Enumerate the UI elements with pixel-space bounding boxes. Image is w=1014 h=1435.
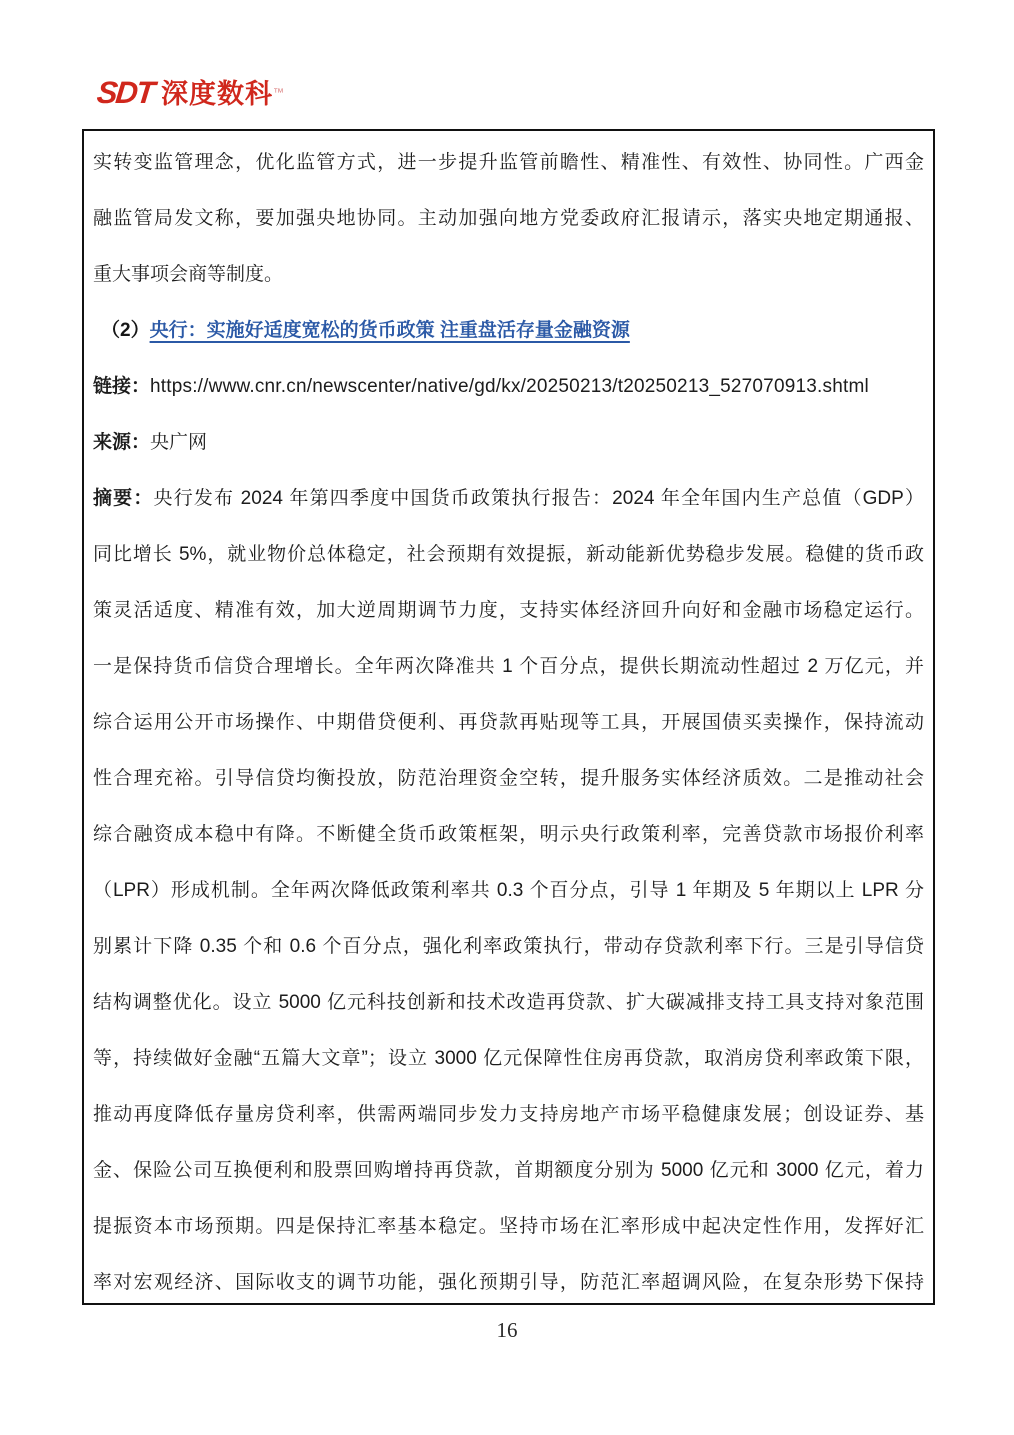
sdt-logo-text: 深度数科 (161, 79, 273, 109)
summary-line: 一是保持货币信贷合理增长。全年两次降准共 1 个百分点，提供长期流动性超过 2 万亿元，并 (93, 656, 924, 677)
source-label: 来源： (93, 432, 151, 453)
heading-link[interactable]: 央行：实施好适度宽松的货币政策 注重盘活存量金融资源 (149, 320, 630, 341)
summary-line: 综合运用公开市场操作、中期借贷便利、再贷款再贴现等工具，开展国债买卖操作，保持流动 (93, 712, 924, 733)
summary-line: 率对宏观经济、国际收支的调节功能，强化预期引导，防范汇率超调风险，在复杂形势下保持 (93, 1272, 924, 1293)
summary-line (93, 471, 924, 527)
paragraph-line: 实转变监管理念，优化监管方式，进一步提升监管前瞻性、精准性、有效性、协同性。广西金 (93, 152, 924, 173)
trademark-icon: ™ (273, 87, 284, 99)
link-url[interactable]: https://www.cnr.cn/newscenter/native/gd/kx/20250213/t20250213_527070913.shtml (150, 376, 869, 397)
logo (95, 75, 284, 114)
summary-line: 等，持续做好金融“五篇大文章”；设立 3000 亿元保障性住房再贷款，取消房贷利率政策下限， (93, 1048, 924, 1069)
content-box (82, 129, 935, 1305)
paragraph-line: 融监管局发文称，要加强央地协同。主动加强向地方党委政府汇报请示，落实央地定期通报、 (93, 208, 924, 229)
summary-label: 摘要： (93, 488, 154, 509)
summary-text: 央行发布 2024 年第四季度中国货币政策执行报告：2024 年全年国内生产总值（GDP） (153, 488, 924, 509)
summary-line: 结构调整优化。设立 5000 亿元科技创新和技术改造再贷款、扩大碳减排支持工具支持对象范围 (93, 992, 924, 1013)
link-label: 链接： (93, 376, 151, 397)
heading-number: （2） (101, 320, 150, 341)
summary-line: 同比增长 5%，就业物价总体稳定，社会预期有效提振，新动能新优势稳步发展。稳健的货币政 (93, 544, 924, 565)
summary-line: 综合融资成本稳中有降。不断健全货币政策框架，明示央行政策利率，完善贷款市场报价利率 (93, 824, 924, 845)
sdt-logo-mark: SDT (95, 75, 155, 110)
summary-line: 别累计下降 0.35 个和 0.6 个百分点，强化利率政策执行，带动存贷款利率下行。三是引导信贷 (93, 936, 924, 957)
paragraph-line: 重大事项会商等制度。 (93, 264, 284, 285)
summary-line: （LPR）形成机制。全年两次降低政策利率共 0.3 个百分点，引导 1 年期及 5 年期以上 LPR 分 (93, 880, 924, 901)
source-value: 央广网 (150, 432, 208, 453)
summary-line: 提振资本市场预期。四是保持汇率基本稳定。坚持市场在汇率形成中起决定性作用，发挥好汇 (93, 1216, 924, 1237)
source-row (93, 415, 924, 471)
summary-line: 性合理充裕。引导信贷均衡投放，防范治理资金空转，提升服务实体经济质效。二是推动社会 (93, 768, 924, 789)
summary-line: 策灵活适度、精准有效，加大逆周期调节力度，支持实体经济回升向好和金融市场稳定运行。 (93, 600, 924, 621)
summary-line: 金、保险公司互换便利和股票回购增持再贷款，首期额度分别为 5000 亿元和 3000 亿元，着力 (93, 1160, 924, 1181)
section-heading (93, 303, 924, 359)
link-row (93, 359, 924, 415)
summary-line: 推动再度降低存量房贷利率，供需两端同步发力支持房地产市场平稳健康发展；创设证券、基 (93, 1104, 924, 1125)
page-number: 16 (496, 1318, 518, 1342)
